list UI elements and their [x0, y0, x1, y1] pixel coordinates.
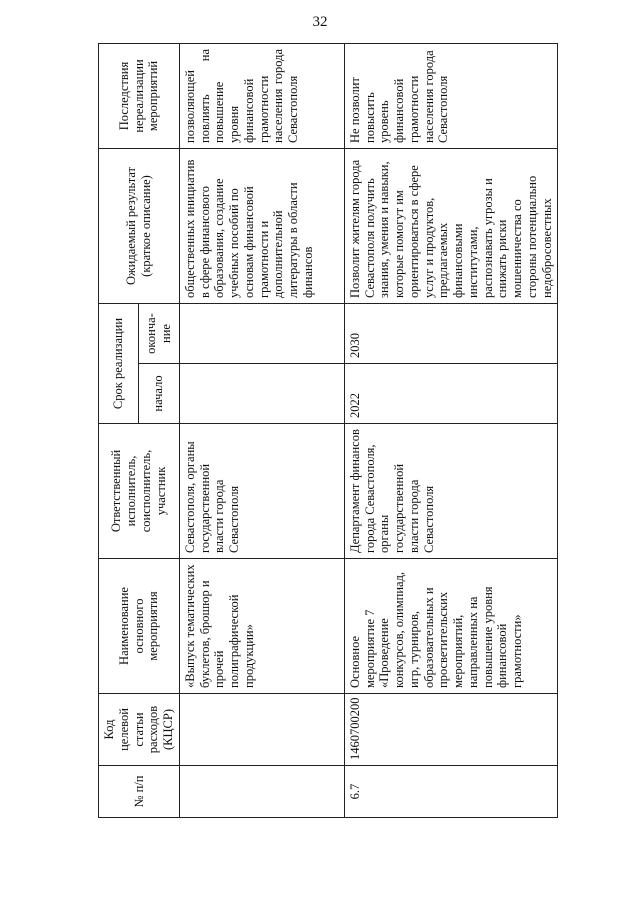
cell-num — [179, 766, 344, 818]
table-row — [179, 43, 344, 817]
cell-responsible: Департамент финансов города Севастополя, органы государственной власти города Севастополя — [344, 424, 558, 559]
header-end: оконча-ние — [138, 303, 179, 363]
header-term: Срок реализации — [99, 303, 139, 423]
cell-result: общественных инициатив в сфере финансового образования, создание учебных пособий по основам финансовой грамотности и дополнительной литературы в области финансов — [179, 148, 344, 303]
cell-result: Позволит жителям города Севастополя получить знания, умения и навыки, которые помогут им ориентироваться в сфере услуг и продуктов, предлагаемых финансовыми институтами, распознавать угрозы и снижать риски мошенничества со стороны потенциально недобросовестных — [344, 148, 558, 303]
header-responsible: Ответственный исполнитель, соисполнитель, участник — [99, 424, 180, 559]
header-consequences: Последствия нереализации мероприятий — [99, 43, 180, 148]
header-start: начало — [138, 364, 179, 424]
cell-start: 2022 — [344, 364, 558, 424]
cell-start — [179, 364, 344, 424]
header-kcsr: Код целевой статьи расходов (КЦСР) — [99, 694, 180, 766]
cell-consequences: позволяющей повлиять на повышение уровня финансовой грамотности населения города Севастополя — [179, 43, 344, 148]
header-name: Наименование основного мероприятия — [99, 559, 180, 694]
cell-num: 6.7 — [344, 766, 558, 818]
cell-end: 2030 — [344, 303, 558, 363]
cell-consequences: Не позволит повысить уровень финансовой грамотности населения города Севастополя — [344, 43, 558, 148]
header-result: Ожидаемый результат (краткое описание) — [99, 148, 180, 303]
cell-responsible: Севастополя, органы государственной власти города Севастополя — [179, 424, 344, 559]
table-header — [99, 43, 180, 817]
header-num: № п/п — [99, 766, 180, 818]
table-row — [344, 43, 558, 817]
measures-table — [98, 43, 558, 818]
rotated-table-container — [98, 44, 554, 818]
cell-name: «Выпуск тематических буклетов, брошюр и прочей полиграфической продукции» — [179, 559, 344, 694]
page-number: 32 — [312, 14, 328, 30]
cell-kcsr: 1460700200 — [344, 694, 558, 766]
cell-end — [179, 303, 344, 363]
cell-kcsr — [179, 694, 344, 766]
cell-name: Основное мероприятие 7 «Проведение конкурсов, олимпиад, игр, турниров, образовательных и просветительских мероприятий, направленных на повышение уровня финансовой грамотности» — [344, 559, 558, 694]
